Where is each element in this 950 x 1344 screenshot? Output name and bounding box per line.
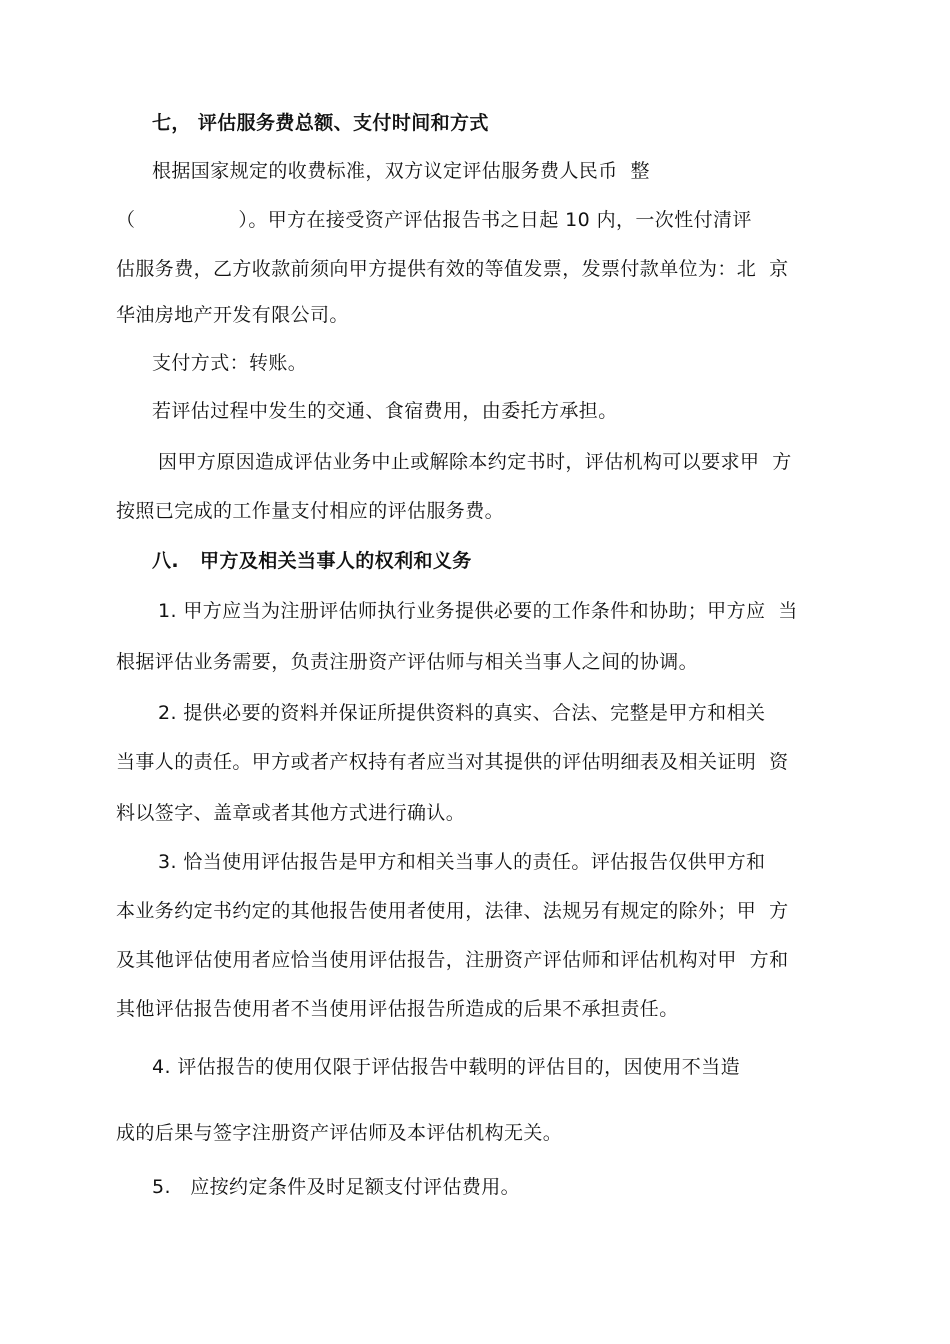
paragraph-line: 因甲方原因造成评估业务中止或解除本约定书时，评估机构可以要求甲 方 — [158, 451, 792, 473]
paragraph-line: 4. 评估报告的使用仅限于评估报告中载明的评估目的，因使用不当造 — [152, 1056, 740, 1078]
section-7-heading: 七， 评估服务费总额、支付时间和方式 — [152, 112, 489, 134]
paragraph-line: 及其他评估使用者应恰当使用评估报告，注册资产评估师和评估机构对甲 方和 — [116, 949, 789, 971]
section-8-item-5: 5. 应按约定条件及时足额支付评估费用。 — [152, 1176, 521, 1198]
paragraph-line: 根据国家规定的收费标准，双方议定评估服务费人民币 整 — [152, 160, 650, 182]
paragraph-line: 本业务约定书约定的其他报告使用者使用，法律、法规另有规定的除外；甲 方 — [116, 900, 789, 922]
paragraph-line: 2. 提供必要的资料并保证所提供资料的真实、合法、完整是甲方和相关 — [158, 702, 766, 724]
expenses-line: 若评估过程中发生的交通、食宿费用，由委托方承担。 — [152, 400, 618, 422]
paragraph-line: 1. 甲方应当为注册评估师执行业务提供必要的工作条件和协助；甲方应 当 — [158, 600, 798, 622]
paragraph-line: 当事人的责任。甲方或者产权持有者应当对其提供的评估明细表及相关证明 资 — [116, 751, 789, 773]
paragraph-line: 成的后果与签字注册资产评估师及本评估机构无关。 — [116, 1122, 563, 1144]
paragraph-line: 3. 恰当使用评估报告是甲方和相关当事人的责任。评估报告仅供甲方和 — [158, 851, 766, 873]
paragraph-line: 其他评估报告使用者不当使用评估报告所造成的后果不承担责任。 — [116, 998, 679, 1020]
paragraph-line: 华油房地产开发有限公司。 — [116, 304, 349, 326]
paragraph-line: 根据评估业务需要，负责注册资产评估师与相关当事人之间的协调。 — [116, 651, 699, 673]
paragraph-line: （ ）。甲方在接受资产评估报告书之日起 10 内，一次性付清评 — [116, 209, 752, 231]
paragraph-line: 按照已完成的工作量支付相应的评估服务费。 — [116, 500, 505, 522]
paragraph-line: 估服务费，乙方收款前须向甲方提供有效的等值发票，发票付款单位为：北 京 — [116, 258, 789, 280]
paragraph-line: 料以签字、盖章或者其他方式进行确认。 — [116, 802, 466, 824]
section-8-heading: 八. 甲方及相关当事人的权利和义务 — [152, 550, 472, 572]
payment-method-line: 支付方式：转账。 — [152, 352, 308, 374]
